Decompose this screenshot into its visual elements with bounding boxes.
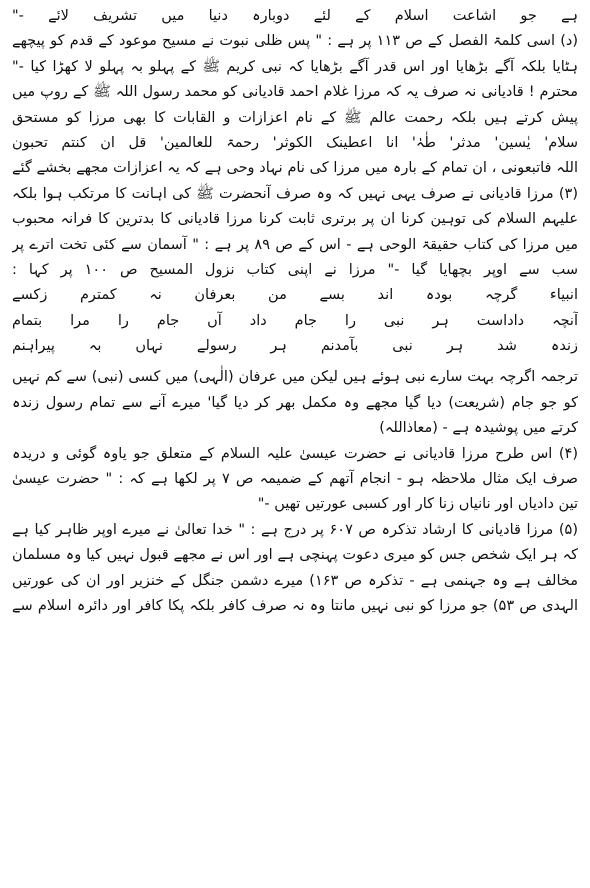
text-line: ہٹایا بلکہ آگے بڑھایا اور اس قدر آگے بڑھایا کہ نبی کریم ﷺ کے پہلو بہ پہلو لا کھڑا کیا -" <box>12 58 578 75</box>
verse-line: انبیاء گرچہ بودہ اند بسے من بعرفان نہ کمترم زکسے <box>12 287 578 304</box>
text-block-top <box>12 4 578 283</box>
text-line: تین دادیاں اور نانیاں زنا کار اور کسبی عورتیں تھیں -" <box>257 496 578 513</box>
persian-verses <box>12 283 578 359</box>
text-block-bottom <box>12 365 578 619</box>
text-line: کو جو جام (شریعت) دیا گیا مجھے وہ مکمل بھر کر دیا گیا' میرے آنے سے تمام رسول زندہ <box>12 394 578 411</box>
text-line: اللہ فاتبعونی ، ان تمام کے بارہ میں مرزا کی نام نہاد وحی ہے کہ یہ اعزازات مجھے بخشے گئے <box>12 160 578 177</box>
text-line: ہے جو اشاعت اسلام کے لئے دوبارہ دنیا میں تشریف لائے -" <box>12 8 578 24</box>
text-line: علیہم السلام کی توہین کرنا ان پر برتری ثابت کرنا مرزا قادیانی کا بدترین کا فرانہ محبوب <box>12 211 578 228</box>
text-line: صرف ایک مثال ملاحظہ ہو - انجام آتھم کے ضمیمہ ص ۷ پر لکھا ہے کہ : " حضرت عیسیٰ <box>12 471 578 488</box>
text-line: مخالف ہے وہ جہنمی ہے - تذکرہ ص ۱۶۳) میرے دشمن جنگل کے خنزیر اور ان کی عورتیں <box>12 572 578 589</box>
text-line: میں مرزا کی کتاب حقیقۃ الوحی ہے - اس کے ص ۸۹ پر ہے : " آسمان سے کئی تخت اترے پر <box>12 236 578 253</box>
verse-line: زندہ شد ہر نبی بآمدنم ہر رسولے نہاں بہ پیراہنم <box>12 338 578 355</box>
text-line: پیش کرتے ہیں بلکہ رحمت عالم ﷺ کے نام اعزازات و القابات کا بھی مرزا کو مستحق <box>12 109 578 126</box>
text-line: کرتے میں پوشیدہ ہے - (معاذاللہ) <box>379 420 578 437</box>
text-line: ترجمہ اگرچہ بہت سارے نبی ہوئے ہیں لیکن میں عرفان (الٰہی) میں کسی (نبی) سے کم نہیں <box>12 369 578 386</box>
text-line: الہدی ص ۵۳) جو مرزا کو نبی نہیں مانتا وہ نہ صرف کافر بلکہ پکا کافر اور دائرہ اسلام سے <box>12 597 578 614</box>
text-line: سلام' یٰسین' مدثر' طٰہٰ' انا اعطینک الکوثر' رحمۃ للعالمین' قل ان کنتم تحبون <box>12 134 578 151</box>
text-line: محترم ! قادیانی نہ صرف یہ کہ مرزا غلام احمد قادیانی کو محمد رسول اللہ ﷺ کے روپ میں <box>12 84 578 101</box>
verse-line: آنچہ داداست ہر نبی را جام داد آں جام را مرا بتمام <box>12 312 578 329</box>
text-line: (د) اسی کلمۃ الفصل کے ص ۱۱۳ پر ہے : " پس ظلی نبوت نے مسیح موعود کے قدم کو پیچھے <box>12 33 578 50</box>
text-line: (۳) مرزا قادیانی نے صرف یہی نہیں کہ وہ صرف آنحضرت ﷺ کی اہانت کا مرتکب ہوا بلکہ <box>12 185 578 202</box>
text-line: (۵) مرزا قادیانی کا ارشاد تذکرہ ص ۶۰۷ پر درج ہے : " خدا تعالیٰ نے میرے اوپر ظاہر کیا ہے <box>12 521 578 538</box>
text-line: (۴) اس طرح مرزا قادیانی نے حضرت عیسیٰ علیہ السلام کے متعلق جو یاوہ گوئی و دریدہ <box>12 445 578 462</box>
text-line: کہ ہر ایک شخص جس کو میری دعوت پہنچی ہے اور اس نے مجھے قبول نہیں کیا وہ مسلمان <box>12 547 578 564</box>
text-line: سب سے اوپر بچھایا گیا -" مرزا نے اپنی کتاب نزول المسیح ص ۱۰۰ پر کہا : <box>12 261 578 278</box>
